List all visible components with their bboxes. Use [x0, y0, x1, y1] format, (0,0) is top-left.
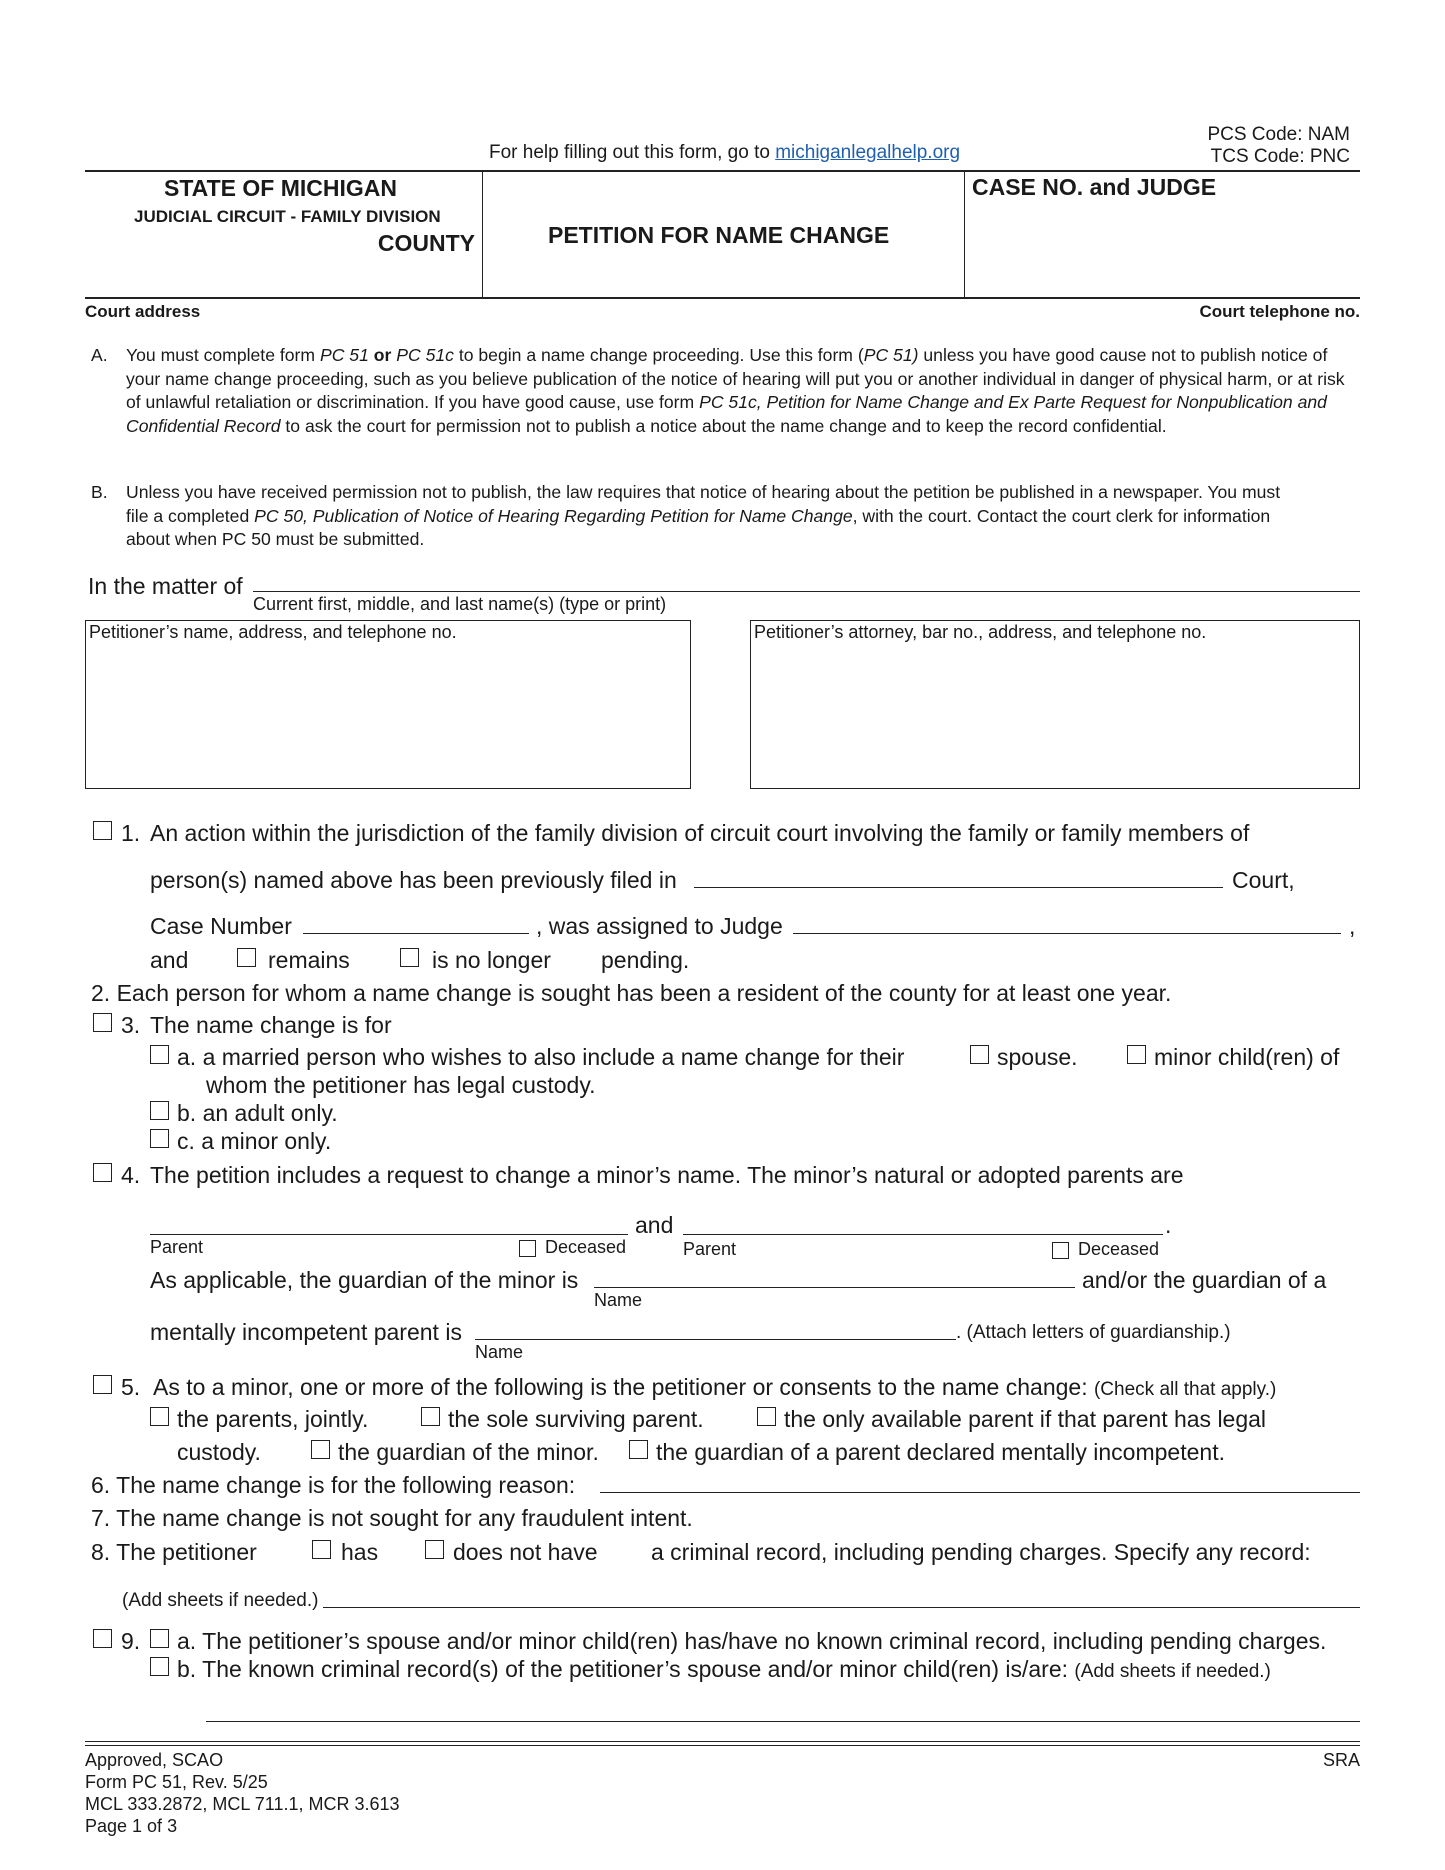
- item-4-parent-1-field[interactable]: [150, 1234, 628, 1235]
- item-4-text: The petition includes a request to change a minor’s name. The minor’s natural or adopted parents are: [150, 1162, 1184, 1188]
- item-5-sole-label: the sole surviving parent.: [448, 1406, 704, 1432]
- item-3a-minor-label: minor child(ren) of: [1154, 1044, 1340, 1070]
- item-1-no-longer-label: is no longer: [432, 947, 551, 973]
- footer-statutes: MCL 333.2872, MCL 711.1, MCR 3.613: [85, 1794, 400, 1814]
- item-4-deceased-1-label: Deceased: [545, 1237, 627, 1257]
- item-9a-checkbox[interactable]: [150, 1629, 169, 1648]
- item-1-remains-checkbox[interactable]: [237, 948, 256, 967]
- instruction-a-label: A.: [91, 345, 108, 365]
- item-4-parent-1-caption: Parent: [150, 1237, 204, 1257]
- item-5-only-available-checkbox[interactable]: [757, 1407, 776, 1426]
- item-3a-minor-checkbox[interactable]: [1127, 1045, 1146, 1064]
- item-5-guardian-minor-checkbox[interactable]: [311, 1440, 330, 1459]
- item-3-checkbox[interactable]: [93, 1013, 112, 1032]
- item-5-statement: As to a minor, one or more of the following is the petitioner or consents to the name change:: [153, 1374, 1088, 1400]
- footer-page-number: Page 1 of 3: [85, 1816, 178, 1836]
- state-title: STATE OF MICHIGAN: [164, 175, 397, 201]
- matter-name-field[interactable]: [253, 591, 1360, 592]
- item-1-pending: pending.: [601, 947, 690, 973]
- item-5-guardian-minor-label: the guardian of the minor.: [338, 1439, 599, 1465]
- instruction-a-part: to ask the court for permission not to publish a notice about the name change and to keep the record confidential.: [280, 415, 1167, 436]
- case-no-judge: CASE NO. and JUDGE: [972, 174, 1217, 200]
- instruction-a-part: You must complete form: [126, 345, 320, 365]
- header-vdiv-1: [482, 171, 483, 298]
- item-1-assigned-label: , was assigned to Judge: [536, 913, 783, 939]
- instruction-a-part: unless you have good cause not to publish notice of your name change proceeding, such as you believe publication of the notice of hearing will put you or another individual in danger of physical harm, or at risk of unlawful retaliation or discrimination. If you have good cause, use form: [126, 345, 1345, 412]
- item-8-sheets-note: (Add sheets if needed.): [122, 1590, 319, 1611]
- attorney-info-label: Petitioner’s attorney, bar no., address, and telephone no.: [754, 622, 1207, 642]
- item-8-text: 8. The petitioner: [91, 1539, 257, 1565]
- instruction-b-label: B.: [91, 482, 108, 502]
- item-4-parent-2-field[interactable]: [683, 1234, 1163, 1235]
- item-4-deceased-2-checkbox[interactable]: [1052, 1242, 1069, 1259]
- help-prefix: For help filling out this form, go to: [489, 142, 770, 163]
- pcs-code: PCS Code: NAM: [1207, 124, 1350, 145]
- form-ref-pc51: PC 51: [319, 345, 369, 365]
- item-8-record-text: a criminal record, including pending charges. Specify any record:: [651, 1539, 1311, 1565]
- item-1-number: 1.: [121, 820, 141, 846]
- item-3a-continued: whom the petitioner has legal custody.: [206, 1072, 596, 1098]
- court-telephone-label: Court telephone no.: [1199, 302, 1360, 321]
- item-4-checkbox[interactable]: [93, 1163, 112, 1182]
- tcs-code: TCS Code: PNC: [1210, 146, 1350, 167]
- form-ref-pc50: PC 50, Publication of Notice of Hearing Regarding Petition for Name Change: [254, 505, 853, 526]
- item-8-has-label: has: [341, 1539, 379, 1565]
- item-8-has-checkbox[interactable]: [312, 1540, 331, 1559]
- item-4-guardian-name-caption: Name: [594, 1290, 643, 1310]
- item-3b-text: b. an adult only.: [177, 1100, 338, 1126]
- instruction-a-part: to begin a name change proceeding. Use this form (: [453, 345, 864, 365]
- item-5-checkbox[interactable]: [93, 1375, 112, 1394]
- item-1-no-longer-checkbox[interactable]: [400, 948, 419, 967]
- item-1-filed-in: person(s) named above has been previously filed in: [150, 867, 677, 893]
- header-vdiv-2: [964, 171, 965, 298]
- item-9-number: 9.: [121, 1628, 141, 1654]
- help-link[interactable]: michiganlegalhelp.org: [775, 142, 961, 163]
- item-4-number: 4.: [121, 1162, 141, 1188]
- item-4-incompetent-name-caption: Name: [475, 1342, 524, 1362]
- petitioner-info-label: Petitioner’s name, address, and telephone no.: [89, 622, 457, 642]
- instruction-b-part: , with the court. Contact the court clerk for information about when PC 50 must be submitted.: [126, 505, 1271, 549]
- item-4-deceased-1-checkbox[interactable]: [519, 1240, 536, 1257]
- in-the-matter-of-label: In the matter of: [88, 573, 243, 599]
- attorney-info-box[interactable]: [750, 620, 1360, 789]
- form-ref-pc51c-full: PC 51c, Petition for Name Change and Ex Parte Request for Nonpublication and Confidential Record: [126, 392, 1327, 436]
- matter-name-caption: Current first, middle, and last name(s) (type or print): [253, 594, 667, 614]
- item-1-and: and: [150, 947, 189, 973]
- item-5-parents-checkbox[interactable]: [150, 1407, 169, 1426]
- item-3a-spouse-checkbox[interactable]: [970, 1045, 989, 1064]
- item-9b-text: [177, 1656, 1271, 1683]
- item-4-parent-2-caption: Parent: [683, 1239, 737, 1259]
- footer-sra: SRA: [1322, 1750, 1360, 1770]
- footer-rule: [85, 1741, 1360, 1746]
- instruction-b-part: Unless you have received permission not to publish, the law requires that notice of hearing about the petition be published in a newspaper. You must file a completed: [126, 482, 1281, 526]
- item-7-text: 7. The name change is not sought for any fraudulent intent.: [91, 1505, 693, 1531]
- help-text: [489, 142, 960, 164]
- item-3a-checkbox[interactable]: [150, 1045, 169, 1064]
- item-1-court-label: Court,: [1232, 867, 1295, 893]
- item-5-text: [153, 1374, 1276, 1401]
- header-top-rule: [85, 170, 1360, 172]
- county-label: COUNTY: [377, 230, 475, 256]
- item-1-case-number-field[interactable]: [303, 933, 529, 934]
- item-4-guardian-suffix: and/or the guardian of a: [1082, 1267, 1327, 1293]
- item-5-guardian-parent-label: the guardian of a parent declared mentally incompetent.: [656, 1439, 1225, 1465]
- instruction-a-or: or: [368, 345, 397, 365]
- item-1-comma: ,: [1349, 913, 1356, 939]
- item-5-parents-label: the parents, jointly.: [177, 1406, 369, 1432]
- item-3-text: The name change is for: [150, 1012, 392, 1038]
- item-5-only-available-label: the only available parent if that parent has legal: [784, 1406, 1267, 1432]
- item-3b-checkbox[interactable]: [150, 1101, 169, 1120]
- item-4-guardian-field[interactable]: [594, 1287, 1075, 1288]
- item-4-and: and: [635, 1212, 674, 1238]
- item-3-number: 3.: [121, 1012, 141, 1038]
- instruction-b-text: [126, 481, 1291, 552]
- item-4-deceased-2-label: Deceased: [1078, 1239, 1160, 1259]
- item-5-check-note: (Check all that apply.): [1093, 1379, 1277, 1400]
- footer-approved: Approved, SCAO: [85, 1750, 224, 1770]
- instruction-a-text: [126, 344, 1356, 438]
- petitioner-info-box[interactable]: [85, 620, 691, 789]
- item-9-checkbox[interactable]: [93, 1629, 112, 1648]
- item-1-checkbox[interactable]: [93, 821, 112, 840]
- footer-form-number: Form PC 51, Rev. 5/25: [85, 1772, 268, 1792]
- division-label: JUDICIAL CIRCUIT - FAMILY DIVISION: [134, 207, 441, 226]
- court-address-label: Court address: [85, 302, 201, 321]
- form-title: PETITION FOR NAME CHANGE: [548, 222, 890, 248]
- item-8-does-not-have-checkbox[interactable]: [425, 1540, 444, 1559]
- form-ref-pc51: PC 51): [863, 345, 919, 365]
- item-5-sole-checkbox[interactable]: [421, 1407, 440, 1426]
- item-3c-checkbox[interactable]: [150, 1129, 169, 1148]
- item-1-remains-label: remains: [268, 947, 350, 973]
- instruction-a: [91, 344, 1356, 438]
- item-4-incompetent-guardian-field[interactable]: [475, 1339, 956, 1340]
- item-1-judge-field[interactable]: [793, 933, 1341, 934]
- item-4-attach-note: . (Attach letters of guardianship.): [956, 1322, 1231, 1343]
- item-5-custody-continued: custody.: [177, 1439, 261, 1465]
- item-9b-statement: b. The known criminal record(s) of the petitioner’s spouse and/or minor child(ren) is/are:: [177, 1656, 1069, 1682]
- item-9b-record-field[interactable]: [206, 1721, 1360, 1722]
- item-9b-checkbox[interactable]: [150, 1657, 169, 1676]
- header-bottom-rule: [85, 297, 1360, 299]
- instruction-b: [91, 481, 1291, 552]
- item-4-period: .: [1165, 1212, 1172, 1238]
- item-9b-sheets-note: (Add sheets if needed.): [1074, 1661, 1271, 1682]
- form-ref-pc51c: PC 51c: [396, 345, 454, 365]
- item-8-record-field[interactable]: [323, 1607, 1360, 1608]
- item-3c-text: c. a minor only.: [177, 1128, 332, 1154]
- item-5-guardian-parent-checkbox[interactable]: [629, 1440, 648, 1459]
- item-4-incompetent-label: mentally incompetent parent is: [150, 1319, 462, 1345]
- item-3a-spouse-label: spouse.: [997, 1044, 1078, 1070]
- item-1-court-field[interactable]: [694, 887, 1223, 888]
- item-1-case-number-label: Case Number: [150, 913, 292, 939]
- item-6-text: 6. The name change is for the following reason:: [91, 1472, 576, 1498]
- item-4-guardian-label: As applicable, the guardian of the minor is: [150, 1267, 579, 1293]
- item-8-does-not-have-label: does not have: [453, 1539, 598, 1565]
- item-5-number: 5.: [121, 1374, 141, 1400]
- item-6-reason-field[interactable]: [600, 1492, 1360, 1493]
- item-2-text: 2. Each person for whom a name change is sought has been a resident of the county for at least one year.: [91, 980, 1172, 1006]
- item-1-text: An action within the jurisdiction of the family division of circuit court involving the family or family members of: [150, 820, 1250, 846]
- item-9a-text: a. The petitioner’s spouse and/or minor child(ren) has/have no known criminal record, including pending charges.: [177, 1628, 1327, 1654]
- item-3a-text: a. a married person who wishes to also include a name change for their: [177, 1044, 905, 1070]
